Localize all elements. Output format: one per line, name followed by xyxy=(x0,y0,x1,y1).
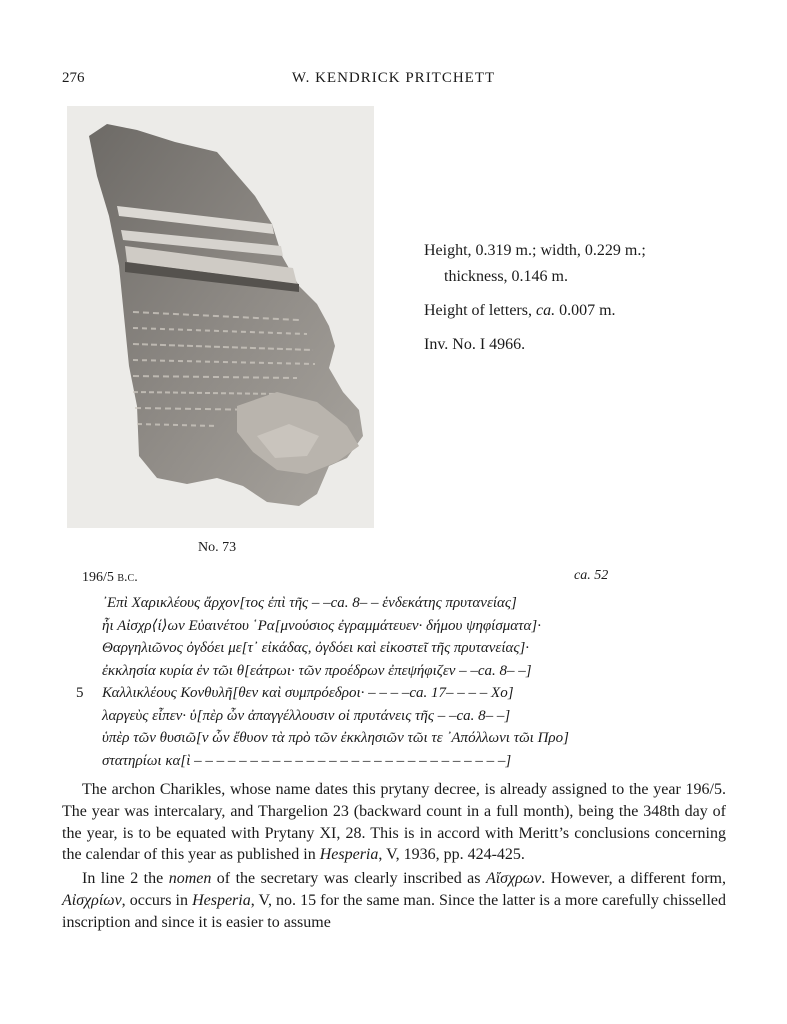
line-text: ὑπὲρ τῶν θυσιῶ[ν ὧν ἔθυον τὰ πρὸ τῶν ἐκκλησιῶν τῶι τε ᾿Απόλλωνι τῶι Προ] xyxy=(102,730,569,746)
text-run: The archon Charikles, whose name dates this prytany decree, is already assigned to the year 196/5. The year was intercalary, and Thargelion 23 (backward count in a full month), being the 348th day of the year, is to be equated with Prytany XI, 28. This is in accord with Meritt’s conclusions concerning the calendar of this year as published in xyxy=(62,781,726,864)
inscription-fragment-photo xyxy=(67,106,374,528)
inscription-line xyxy=(102,705,712,728)
inscription-line xyxy=(102,727,712,750)
running-head: W. KENDRICK PRITCHETT xyxy=(291,70,496,86)
line-text: Καλλικλέους Κονθυλῆ[θεν καὶ συμπρόεδροι· – – – –ca. 17– – – – Χο] xyxy=(102,685,514,701)
journal-title: Hesperia xyxy=(319,846,379,864)
letter-height-label: Height of letters, xyxy=(424,302,536,319)
date-number: 196/5 xyxy=(82,570,118,585)
line-text: ἧι Αἰσχρ⟨ί⟩ων Εὐαινέτου ῾Ρα[μνούσιος ἐγραμμάτευεν· δήμου ψηφίσματα]· xyxy=(102,617,541,634)
inventory-number: Inv. No. I 4966. xyxy=(424,336,526,353)
journal-title: Hesperia xyxy=(192,891,251,909)
paragraph xyxy=(62,868,726,933)
text-run: . However, a different form, xyxy=(541,870,726,888)
greek-form: Αἴσχρων xyxy=(485,870,542,888)
line-text: ᾿Επὶ Χαρικλέους ἄρχον[τος ἐπὶ τῆς – –ca. 8– – ἑνδεκάτης πρυτανείας] xyxy=(102,595,517,611)
commentary xyxy=(62,779,726,934)
inscription-line xyxy=(76,682,712,705)
line-length: ca. 52 xyxy=(574,568,609,583)
line-text: λαργεὺς εἶπεν· ὑ[πὲρ ὧν ἀπαγγέλλουσιν οἱ πρυτάνεις τῆς – –ca. 8– –] xyxy=(102,707,511,724)
line-text: Θαργηλιῶνος ὀγδόει με[τ᾿ εἰκάδας, ὀγδόει καὶ εἰκοστεῖ τῆς πρυτανείας]· xyxy=(102,640,530,656)
paragraph xyxy=(62,779,726,866)
figure-caption: No. 73 xyxy=(198,540,237,555)
letter-height-value: 0.007 m. xyxy=(555,302,616,319)
specifications xyxy=(424,238,646,358)
text-run: , occurs in xyxy=(121,891,193,909)
inscription-line xyxy=(102,750,712,773)
inscription-date xyxy=(82,570,138,586)
inscription-text xyxy=(76,592,712,772)
date-era: b.c. xyxy=(117,570,138,585)
inscription-line xyxy=(102,660,712,683)
line-number: 5 xyxy=(76,685,84,701)
circa-abbr: ca. xyxy=(535,302,556,319)
line-text: ἐκκλησία κυρία ἐν τῶι θ[εάτρωι· τῶν προέδρων ἐπεψήφιζεν – –ca. 8– –] xyxy=(102,662,532,679)
inscription-line xyxy=(102,615,712,638)
text-run: of the secretary was clearly inscribed as xyxy=(211,870,486,888)
term-nomen: nomen xyxy=(168,870,212,888)
page-number: 276 xyxy=(62,70,85,86)
text-run: In line 2 the xyxy=(82,870,169,888)
dimensions-line: Height, 0.319 m.; width, 0.229 m.; xyxy=(424,242,646,259)
line-text: στατηρίωι κα[ὶ – – – – – – – – – – – – – – – – – – – – – – – – – – – –] xyxy=(102,752,512,769)
letter-height-line xyxy=(424,298,646,324)
inscription-line xyxy=(102,637,712,660)
text-run: , V, no. 15 for the same man. Since the latter is a more carefully chisselled inscription and since it is easier to assume xyxy=(62,891,726,931)
greek-form: Αἰσχρίων xyxy=(62,891,122,909)
text-run: , V, 1936, pp. 424-425. xyxy=(378,846,525,864)
thickness-line: thickness, 0.146 m. xyxy=(444,268,568,285)
inscription-line xyxy=(102,592,712,615)
